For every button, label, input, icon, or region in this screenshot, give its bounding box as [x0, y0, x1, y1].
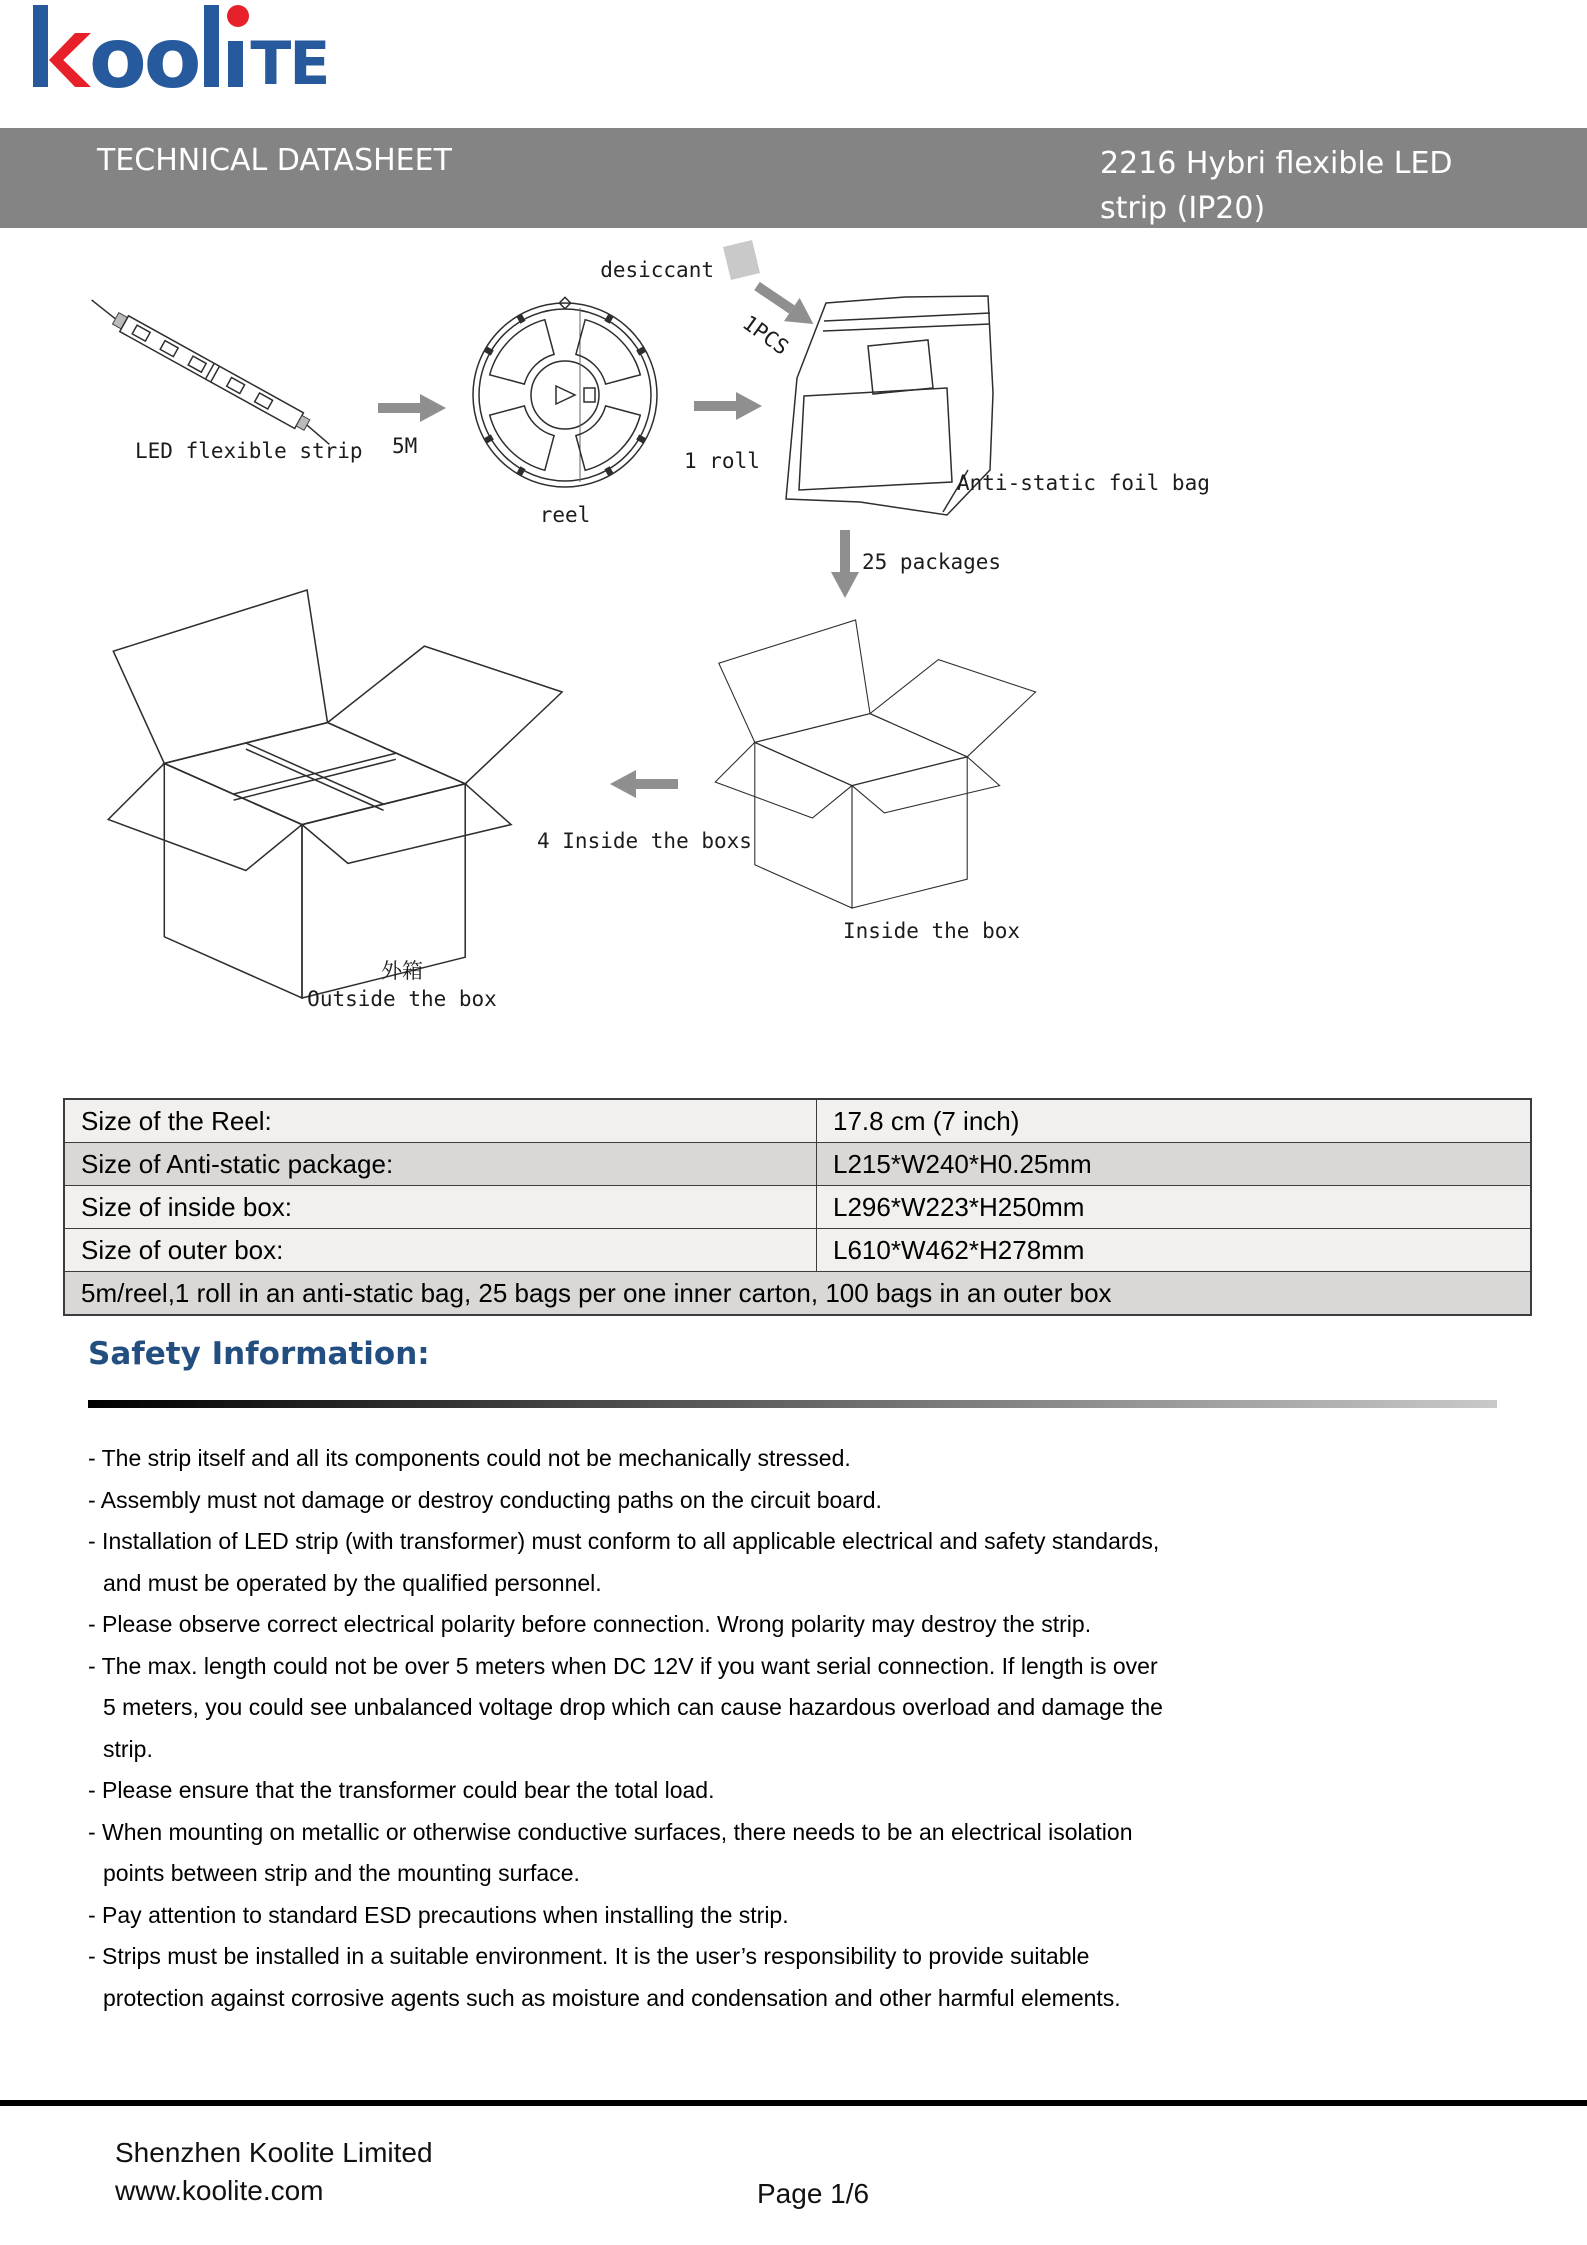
inner-partition-cross [234, 743, 396, 810]
table-row-summary [64, 1272, 1531, 1316]
label-outside-box: Outside the box [307, 987, 497, 1011]
packaging-diagram [0, 228, 1587, 1100]
arrow-right-icon [694, 392, 762, 420]
label-reel: reel [539, 503, 591, 527]
table-row [64, 1186, 1531, 1229]
safety-line: - Please ensure that the transformer could bear the total load. [88, 1777, 715, 1803]
logo-letters-te: TE [250, 29, 329, 99]
safety-line: protection against corrosive agents such as moisture and condensation and other harmful elements. [103, 1984, 1121, 2011]
datasheet-title: TECHNICAL DATASHEET [97, 143, 452, 178]
safety-line: strip. [103, 1735, 153, 1762]
label-25-packages: 25 packages [862, 550, 1002, 574]
safety-list [88, 1438, 1528, 2019]
logo-i-stem-shape [228, 41, 243, 87]
table-cell-summary: 5m/reel,1 roll in an anti-static bag, 25 bags per one inner carton, 100 bags in an outer box [64, 1272, 1531, 1316]
label-1pcs: 1PCS [738, 310, 794, 360]
safety-line: - Assembly must not damage or destroy conducting paths on the circuit board. [88, 1486, 882, 1513]
desiccant-sachet [723, 240, 760, 280]
safety-line: - Installation of LED strip (with transformer) must conform to all applicable electrical and safety standards, [88, 1528, 1160, 1554]
table-row [64, 1229, 1531, 1272]
table-cell-label: Size of inside box: [64, 1186, 817, 1229]
label-1-roll: 1 roll [684, 449, 760, 473]
label-5m: 5M [392, 434, 418, 458]
inside-box-drawing [715, 620, 1035, 908]
safety-line: 5 meters, you could see unbalanced voltage drop which can cause hazardous overload and damage the [103, 1694, 1163, 1720]
arrow-right-icon [378, 394, 446, 422]
table-cell-value: L296*W223*H250mm [817, 1186, 1532, 1229]
reel-drawing [473, 297, 657, 487]
safety-line: - Pay attention to standard ESD precautions when installing the strip. [88, 1901, 789, 1928]
table-cell-value: L215*W240*H0.25mm [817, 1143, 1532, 1186]
logo-i-shape [228, 3, 243, 87]
table-row [64, 1099, 1531, 1143]
safety-line: - The strip itself and all its components could not be mechanically stressed. [88, 1445, 851, 1471]
footer-divider [0, 2100, 1587, 2106]
product-title-line2: strip (IP20) [1100, 191, 1266, 226]
product-title-line1: 2216 Hybri flexible LED [1100, 146, 1453, 181]
packaging-size-table [63, 1098, 1532, 1316]
label-4-inside: 4 Inside the boxs [537, 829, 752, 853]
koolite-logo [33, 3, 329, 107]
company-name: Shenzhen Koolite Limited [115, 2137, 433, 2168]
label-foil-bag: Anti-static foil bag [957, 471, 1210, 495]
safety-line: and must be operated by the qualified personnel. [103, 1569, 602, 1596]
label-desiccant: desiccant [600, 258, 714, 282]
label-led-strip: LED flexible strip [135, 439, 363, 463]
table-cell-value: L610*W462*H278mm [817, 1229, 1532, 1272]
safety-line: - When mounting on metallic or otherwise conductive surfaces, there needs to be an electrical isolation [88, 1818, 1133, 1845]
gradient-divider [88, 1400, 1497, 1408]
table-cell-label: Size of outer box: [64, 1229, 817, 1272]
label-inside-box: Inside the box [843, 919, 1021, 943]
logo-k-arrow-icon [49, 33, 91, 87]
logo-letters-oo: oo [89, 9, 199, 107]
table-cell-label: Size of Anti-static package: [64, 1143, 817, 1186]
table-cell-value: 17.8 cm (7 inch) [817, 1099, 1532, 1143]
arrow-down-icon [831, 530, 859, 598]
table-cell-label: Size of the Reel: [64, 1099, 817, 1143]
logo-i-dot-icon [227, 5, 249, 27]
safety-line: - Strips must be installed in a suitable environment. It is the user’s responsibility to provide suitable [88, 1943, 1090, 1969]
company-website: www.koolite.com [115, 2175, 324, 2206]
outside-box-drawing [108, 590, 562, 998]
safety-line: - The max. length could not be over 5 meters when DC 12V if you want serial connection. If length is over [88, 1652, 1158, 1679]
led-strip-drawing [85, 296, 337, 447]
safety-line: - Please observe correct electrical polarity before connection. Wrong polarity may destroy the strip. [88, 1611, 1092, 1637]
logo-k-stem-shape [33, 5, 48, 87]
safety-line: points between strip and the mounting surface. [103, 1860, 580, 1886]
table-row [64, 1143, 1531, 1186]
arrow-left-icon [610, 770, 678, 798]
label-outside-box-cn: 外箱 [381, 959, 423, 983]
safety-heading: Safety Information: [88, 1336, 430, 1372]
product-title [1100, 141, 1453, 231]
footer-company-block [115, 2134, 433, 2210]
logo-l-stem-shape [204, 5, 219, 87]
page-number: Page 1/6 [757, 2178, 870, 2209]
